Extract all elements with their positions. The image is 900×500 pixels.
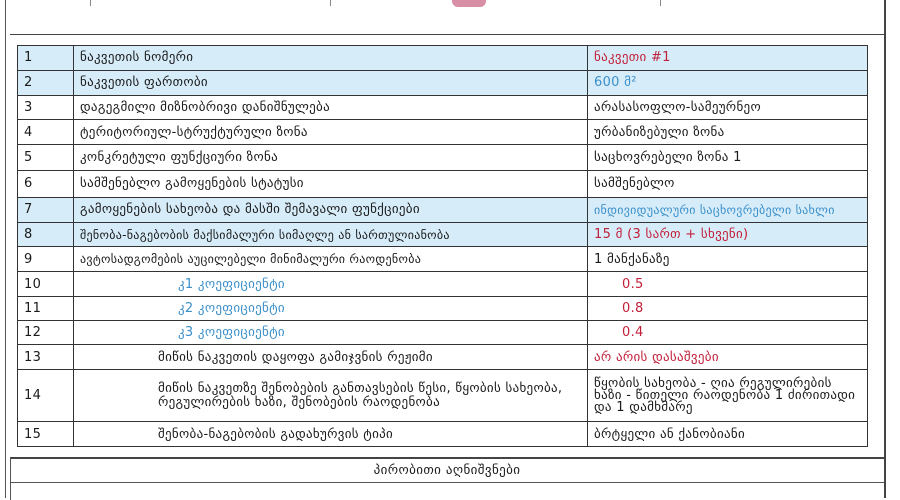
row-value: არასასოფლო-სამეურნეო [588,95,868,120]
row-number: 7 [18,197,74,222]
row-label: ავტოსადგომების აუცილებელი მინიმალური რაოდენობა [74,247,588,272]
row-label: კ2 კოეფიციენტი [74,297,588,321]
row-number: 4 [18,120,74,145]
row-label: კ3 კოეფიციენტი [74,320,588,344]
table-row [18,145,868,171]
top-tick [660,0,661,6]
table-row [18,344,868,370]
row-number: 11 [18,297,74,321]
row-label: მიწის ნაკვეთზე შენობების განთავსების წესი, წყობის სახეობა, რეგულირების ხაზი, შენობების რაოდენობა [74,370,588,422]
page-frame-left [0,0,6,498]
row-value: 0.5 [588,272,868,297]
row-number: 1 [18,46,74,71]
row-label: ნაკვეთის ფართობი [74,70,588,95]
row-value: 0.4 [588,320,868,344]
top-tick [90,0,91,6]
top-border [10,34,884,35]
row-number: 6 [18,171,74,198]
row-number: 15 [18,422,74,447]
legend-divider [10,482,884,483]
row-value: საცხოვრებელი ზონა 1 [588,145,868,171]
row-label: სამშენებლო გამოყენების სტატუსი [74,171,588,198]
row-label: დაგეგმილი მიზნობრივი დანიშნულება [74,95,588,120]
row-label: კ1 კოეფიციენტი [74,272,588,297]
row-label: ტერიტორიულ-სტრუქტურული ზონა [74,120,588,145]
stamp-fragment [452,0,486,7]
row-value: 600 მ² [588,70,868,95]
row-value: ბრტყელი ან ქანობიანი [588,422,868,447]
parameters-table [17,45,868,447]
row-label: მიწის ნაკვეთის დაყოფა გამიჯვნის რეჟიმი [74,344,588,370]
table-row [18,171,868,198]
row-label: ნაკვეთის ნომერი [74,46,588,71]
row-value: სამშენებლო [588,171,868,198]
row-label: შენობა-ნაგებობის მაქსიმალური სიმაღლე ან სართულიანობა [74,222,588,247]
row-number: 5 [18,145,74,171]
row-value: 15 მ (3 სართ + სხვენი) [588,222,868,247]
row-label: კონკრეტული ფუნქციური ზონა [74,145,588,171]
table-row [18,247,868,272]
row-value: ნაკვეთი #1 [588,46,868,71]
table-row [18,370,868,422]
table-row [18,197,868,222]
legend-title: პირობითი აღნიშვნები [373,463,521,478]
row-number: 2 [18,70,74,95]
table-row [18,320,868,344]
top-tick [330,0,331,6]
table-row [18,422,868,447]
row-number: 8 [18,222,74,247]
table-row [18,120,868,145]
page-frame-right [884,0,886,498]
row-value: არ არის დასაშვები [588,344,868,370]
row-number: 3 [18,95,74,120]
table-row [18,297,868,321]
row-value: 0.8 [588,297,868,321]
row-number: 13 [18,344,74,370]
row-value: წყობის სახეობა - ღია რეგულირების ხაზი - წითელი რაოდენობა 1 ძირითადი და 1 დამხმარე [588,370,868,422]
row-number: 9 [18,247,74,272]
row-number: 14 [18,370,74,422]
table-row [18,70,868,95]
row-value: 1 მანქანაზე [588,247,868,272]
table-row [18,46,868,71]
table-row [18,222,868,247]
row-label: გამოყენების სახეობა და მასში შემავალი ფუნქციები [74,197,588,222]
row-value: ინდივიდუალური საცხოვრებელი სახლი [588,197,868,222]
row-number: 12 [18,320,74,344]
table-row [18,95,868,120]
table-row [18,272,868,297]
row-value: ურბანიზებული ზონა [588,120,868,145]
row-number: 10 [18,272,74,297]
row-label: შენობა-ნაგებობის გადახურვის ტიპი [74,422,588,447]
